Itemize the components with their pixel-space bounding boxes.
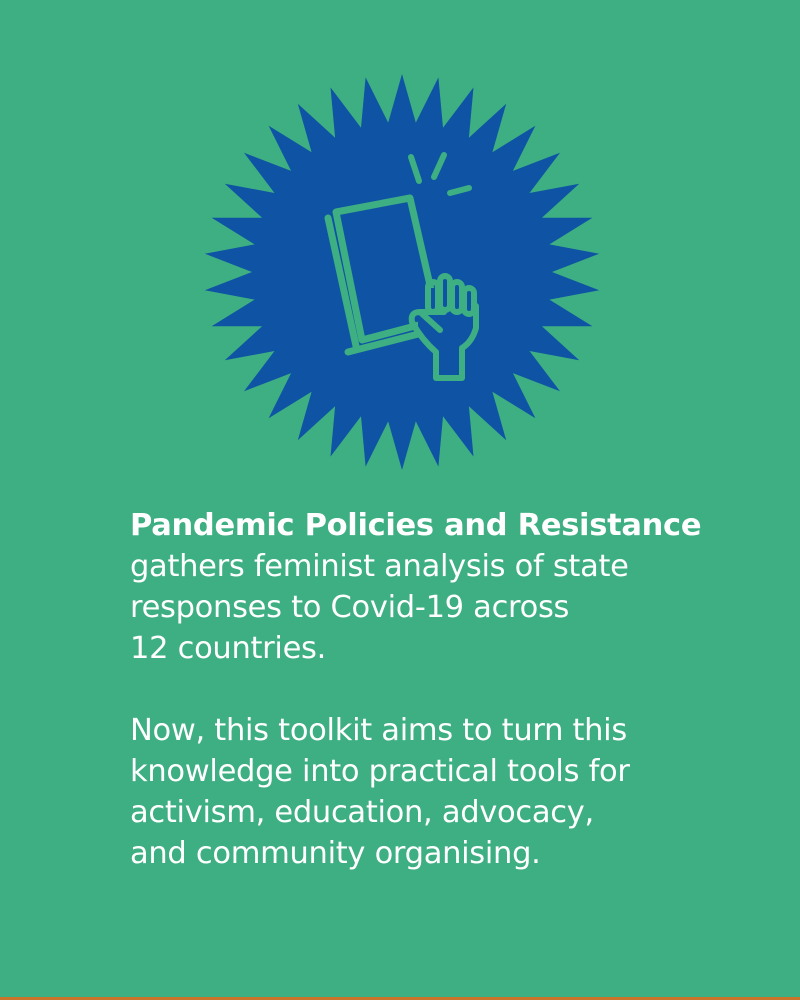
toolkit-line: Now, this toolkit aims to turn this (130, 713, 627, 748)
intro-line: 12 countries. (130, 631, 327, 666)
toolkit-line: activism, education, advocacy, (130, 795, 594, 830)
intro-line: responses to Covid-19 across (130, 590, 570, 625)
publication-title: Pandemic Policies and Resistance (130, 508, 702, 543)
intro-line: gathers feminist analysis of state (130, 549, 629, 584)
toolkit-line: knowledge into practical tools for (130, 754, 630, 789)
starburst-shape (205, 74, 599, 470)
body-text (130, 505, 770, 874)
intro-paragraph (130, 505, 770, 669)
toolkit-line: and community organising. (130, 836, 541, 871)
toolkit-paragraph (130, 710, 770, 874)
